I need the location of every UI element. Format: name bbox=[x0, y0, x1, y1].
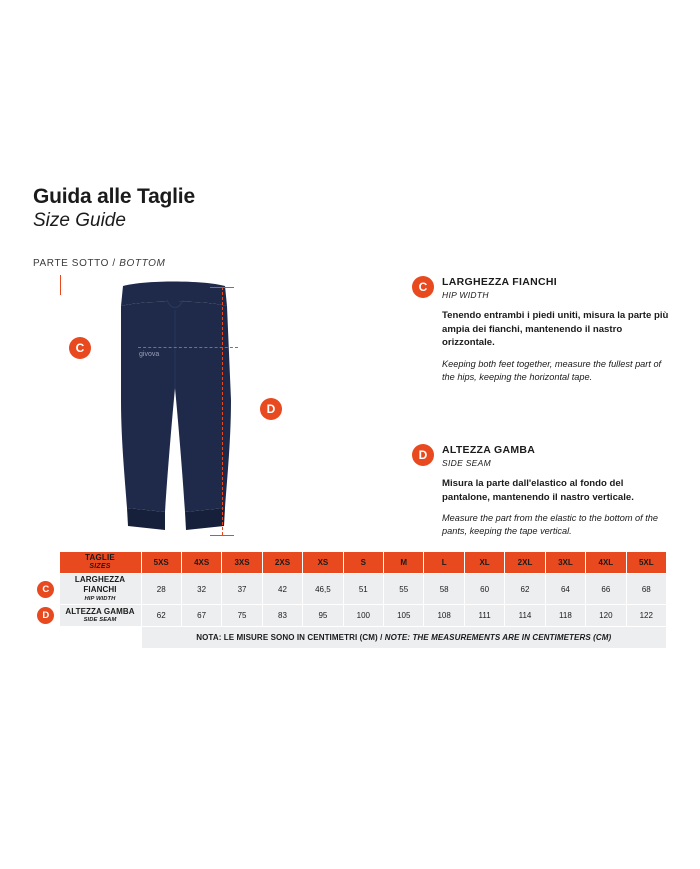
legend-item-hip-width bbox=[412, 276, 674, 384]
row-marker-c-cell bbox=[33, 574, 59, 605]
table-row bbox=[33, 574, 667, 605]
section-label-italian: PARTE SOTTO / bbox=[33, 258, 116, 269]
legend-title-english: HIP WIDTH bbox=[442, 290, 489, 301]
header-size-m: M bbox=[384, 552, 424, 574]
table-note bbox=[141, 627, 667, 649]
cell-seam-2xl: 114 bbox=[505, 605, 545, 627]
marker-c-illustration: C bbox=[69, 337, 91, 359]
cell-seam-l: 108 bbox=[424, 605, 464, 627]
legend-body-english: Measure the part from the elastic to the bottom of the pants, keeping the tape vertical. bbox=[442, 513, 659, 537]
header-size-4xs: 4XS bbox=[181, 552, 221, 574]
cell-seam-4xl: 120 bbox=[586, 605, 626, 627]
page-title bbox=[33, 185, 433, 233]
cell-seam-m: 105 bbox=[384, 605, 424, 627]
note-marker-blank bbox=[33, 627, 59, 649]
cell-hip-m: 55 bbox=[384, 574, 424, 605]
pants-illustration bbox=[60, 275, 390, 545]
cell-seam-5xl: 122 bbox=[626, 605, 666, 627]
cell-seam-xs: 95 bbox=[303, 605, 343, 627]
header-size-xl: XL bbox=[464, 552, 504, 574]
row-label-english: SIDE SEAM bbox=[83, 617, 117, 624]
cell-hip-5xs: 28 bbox=[141, 574, 181, 605]
note-label-blank bbox=[59, 627, 141, 649]
cell-hip-3xl: 64 bbox=[545, 574, 585, 605]
table-row bbox=[33, 605, 667, 627]
legend-body-italian: Tenendo entrambi i piedi uniti, misura la parte più ampia dei fianchi, mantenendo il nastro orizzontale. bbox=[442, 310, 669, 349]
cell-hip-s: 51 bbox=[343, 574, 383, 605]
cell-seam-4xs: 67 bbox=[181, 605, 221, 627]
row-marker-d-cell bbox=[33, 605, 59, 627]
row-label-english: HIP WIDTH bbox=[84, 595, 116, 602]
cell-hip-xs: 46,5 bbox=[303, 574, 343, 605]
legend-item-side-seam bbox=[412, 444, 674, 538]
hip-measure-line bbox=[138, 347, 238, 348]
cell-hip-4xl: 66 bbox=[586, 574, 626, 605]
section-label-english: BOTTOM bbox=[119, 258, 166, 269]
cell-seam-s: 100 bbox=[343, 605, 383, 627]
legend-head-hip-width bbox=[442, 276, 674, 300]
legend-body-italian: Misura la parte dall'elastico al fondo del pantalone, mantenendo il nastro verticale. bbox=[442, 478, 634, 503]
header-size-3xs: 3XS bbox=[222, 552, 262, 574]
header-size-5xl: 5XL bbox=[626, 552, 666, 574]
cell-seam-5xs: 62 bbox=[141, 605, 181, 627]
title-english: Size Guide bbox=[33, 210, 126, 232]
header-sizes-label bbox=[59, 552, 141, 574]
pants-graphic bbox=[115, 280, 245, 540]
cell-seam-xl: 111 bbox=[464, 605, 504, 627]
legend-title-italian: ALTEZZA GAMBA bbox=[442, 444, 536, 457]
row-label-italian: ALTEZZA GAMBA bbox=[65, 606, 135, 616]
legend-body-english: Keeping both feet together, measure the fullest part of the hips, keeping the horizontal tape. bbox=[442, 358, 662, 383]
cell-hip-3xs: 37 bbox=[222, 574, 262, 605]
note-italian: NOTA: LE MISURE SONO IN CENTIMETRI (CM) / bbox=[196, 633, 383, 643]
legend-title-italian: LARGHEZZA FIANCHI bbox=[442, 276, 557, 288]
side-seam-cap-top bbox=[210, 287, 234, 288]
svg-text:givova: givova bbox=[139, 351, 160, 358]
header-marker-cell bbox=[33, 552, 59, 574]
row-label-hip-width bbox=[59, 574, 141, 605]
title-italian: Guida alle Taglie bbox=[33, 185, 195, 208]
legend bbox=[412, 276, 674, 565]
header-size-2xl: 2XL bbox=[505, 552, 545, 574]
header-size-l: L bbox=[424, 552, 464, 574]
cell-hip-4xs: 32 bbox=[181, 574, 221, 605]
table-header-row bbox=[33, 552, 667, 574]
row-label-italian: LARGHEZZA FIANCHI bbox=[74, 575, 126, 595]
marker-c-table: C bbox=[37, 581, 54, 598]
cell-hip-l: 58 bbox=[424, 574, 464, 605]
side-seam-measure-line bbox=[222, 287, 223, 535]
legend-head-side-seam bbox=[442, 444, 674, 468]
header-sizes-english: SIZES bbox=[89, 563, 111, 571]
header-size-xs: XS bbox=[303, 552, 343, 574]
cell-hip-xl: 60 bbox=[464, 574, 504, 605]
cell-hip-2xl: 62 bbox=[505, 574, 545, 605]
cell-hip-2xs: 42 bbox=[262, 574, 302, 605]
header-sizes-italian: TAGLIE bbox=[85, 553, 115, 563]
section-label bbox=[33, 258, 165, 269]
table-note-row bbox=[33, 627, 667, 649]
header-size-5xs: 5XS bbox=[141, 552, 181, 574]
marker-d-legend: D bbox=[412, 444, 434, 466]
marker-d-table: D bbox=[37, 607, 54, 624]
cell-seam-3xl: 118 bbox=[545, 605, 585, 627]
legend-title-english: SIDE SEAM bbox=[442, 458, 491, 469]
cell-hip-5xl: 68 bbox=[626, 574, 666, 605]
side-seam-cap-bottom bbox=[210, 535, 234, 536]
marker-c-legend: C bbox=[412, 276, 434, 298]
header-size-4xl: 4XL bbox=[586, 552, 626, 574]
cell-seam-2xs: 83 bbox=[262, 605, 302, 627]
header-size-2xs: 2XS bbox=[262, 552, 302, 574]
size-table-wrapper bbox=[33, 551, 667, 649]
header-size-3xl: 3XL bbox=[545, 552, 585, 574]
header-size-s: S bbox=[343, 552, 383, 574]
row-label-side-seam bbox=[59, 605, 141, 627]
cell-seam-3xs: 75 bbox=[222, 605, 262, 627]
note-english: NOTE: THE MEASUREMENTS ARE IN CENTIMETERS (CM) bbox=[384, 633, 612, 643]
size-table bbox=[33, 551, 667, 649]
marker-d-illustration: D bbox=[260, 398, 282, 420]
